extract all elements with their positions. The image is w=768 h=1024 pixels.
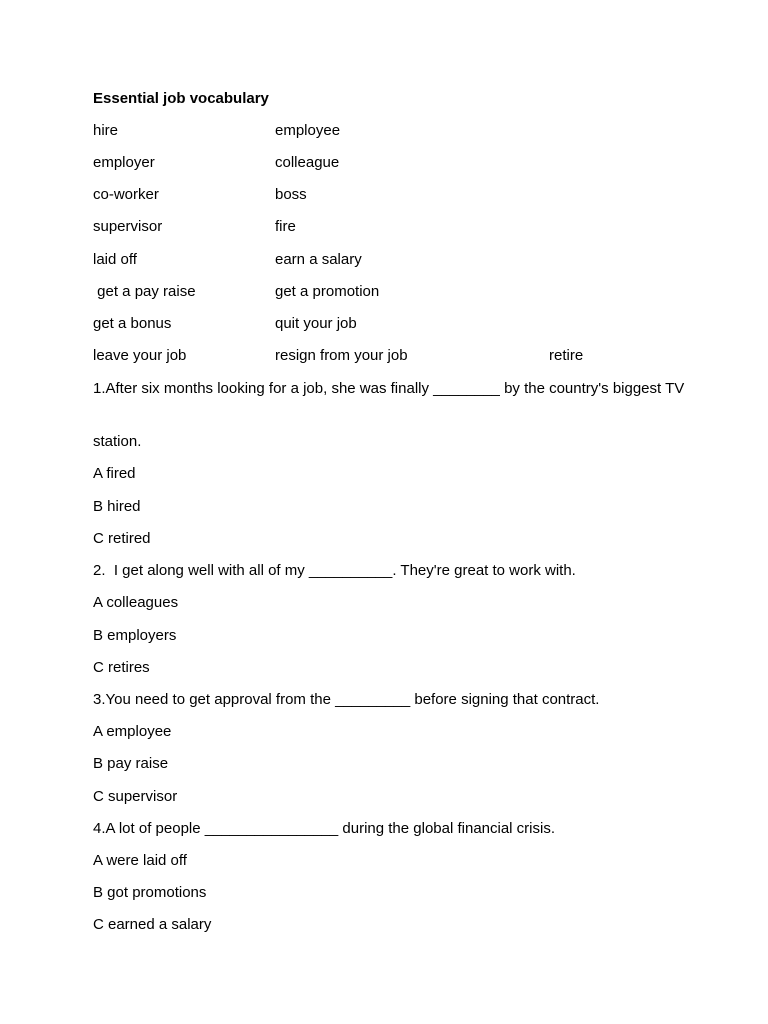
vocab-term: hire [93,122,119,139]
vocab-term: supervisor [93,218,163,235]
vocab-term: leave your job [93,347,187,364]
vocab-term: quit your job [275,315,357,332]
vocab-term: get a promotion [275,283,380,300]
question-4-text: 4.A lot of people ________________ during the global financial crisis. [93,820,556,837]
question-4-option-c: C earned a salary [93,916,212,933]
vocab-term: employee [275,122,341,139]
question-1-option-a: A fired [93,465,136,482]
vocab-term: retire [549,347,584,364]
vocab-term: employer [93,154,155,171]
vocab-term: fire [275,218,296,235]
question-4-option-a: A were laid off [93,852,187,869]
vocab-term: co-worker [93,186,159,203]
question-1-option-c: C retired [93,530,151,547]
question-3-option-b: B pay raise [93,755,169,772]
question-4-option-b: B got promotions [93,884,207,901]
vocab-term: get a bonus [93,315,172,332]
vocab-term: earn a salary [275,251,362,268]
question-3-option-a: A employee [93,723,172,740]
question-1-option-b: B hired [93,498,141,515]
question-3-text: 3.You need to get approval from the _________ before signing that contract. [93,691,600,708]
question-3-option-c: C supervisor [93,788,178,805]
question-2-option-b: B employers [93,627,177,644]
question-2-text: 2. I get along well with all of my __________. They're great to work with. [93,562,576,579]
vocab-term: colleague [275,154,340,171]
vocab-term: get a pay raise [93,283,196,300]
vocab-term: boss [275,186,307,203]
question-1-text: 1.After six months looking for a job, she was finally ________ by the country's biggest TV [93,380,685,397]
question-2-option-a: A colleagues [93,594,179,611]
vocab-term: laid off [93,251,137,268]
vocab-term: resign from your job [275,347,408,364]
question-2-option-c: C retires [93,659,150,676]
page-title: Essential job vocabulary [93,90,269,107]
question-1-text-continued: station. [93,433,142,450]
